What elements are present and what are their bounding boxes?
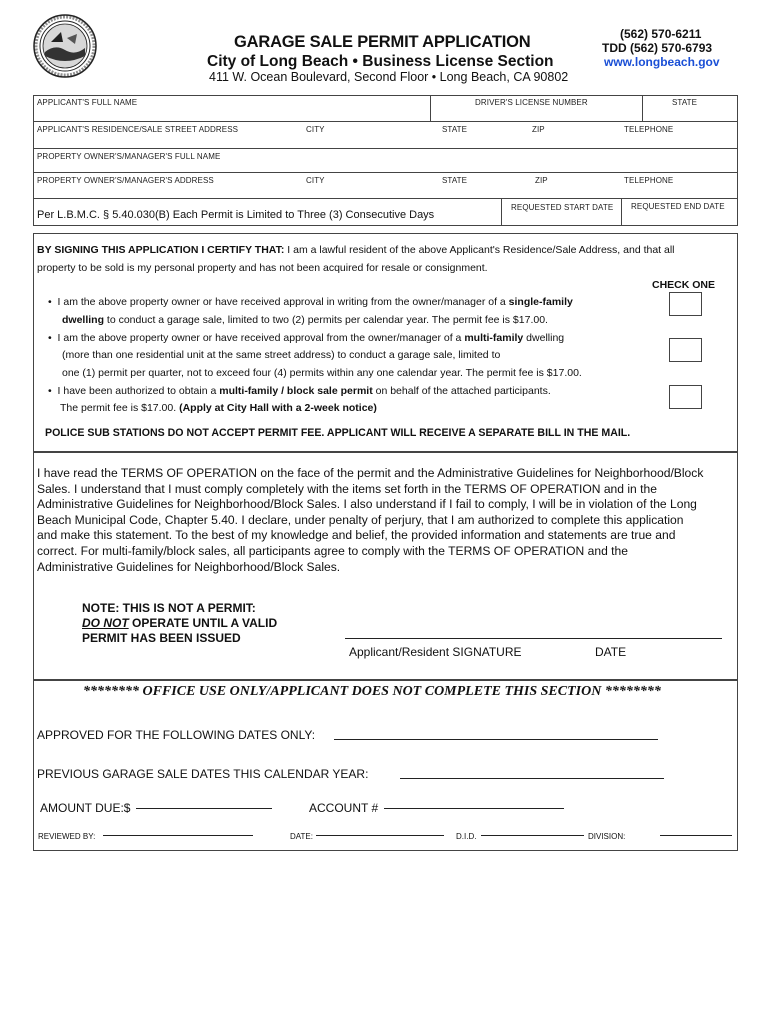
option-single-family-line-2 bbox=[62, 314, 548, 326]
division-label: DIVISION: bbox=[588, 832, 626, 841]
note-line: PERMIT HAS BEEN ISSUED bbox=[82, 631, 241, 645]
signature-line[interactable] bbox=[345, 638, 722, 639]
owner-address-field[interactable]: PROPERTY OWNER'S/MANAGER'S ADDRESS bbox=[37, 176, 214, 185]
office-use-section bbox=[33, 680, 738, 851]
option-text: to conduct a garage sale, limited to two (2) permits per calendar year. The permit fee is $17.00. bbox=[104, 314, 548, 326]
owner-state-field[interactable]: STATE bbox=[442, 176, 468, 185]
account-label: ACCOUNT # bbox=[309, 801, 379, 815]
signature-date-label: DATE bbox=[595, 645, 627, 659]
note-emphasis: DO NOT bbox=[82, 616, 129, 630]
terms-line: Administrative Guidelines for Neighborhood/Block Sales. I also understand if I fail to comply, I will be in violation of the Long bbox=[37, 497, 697, 512]
terms-line: Beach Municipal Code, Chapter 5.40. I declare, under penalty of perjury, that I am authorized to complete this application bbox=[37, 512, 684, 527]
option-text: dwelling bbox=[523, 332, 565, 344]
option-text: The permit fee is $17.00. bbox=[60, 402, 180, 414]
owner-zip-field[interactable]: ZIP bbox=[535, 176, 548, 185]
office-date-line[interactable] bbox=[316, 835, 444, 836]
requested-start-date-field[interactable]: REQUESTED START DATE bbox=[511, 203, 614, 212]
tdd-number: TDD (562) 570-6793 bbox=[602, 41, 713, 55]
requested-end-date-field[interactable]: REQUESTED END DATE bbox=[631, 202, 725, 211]
option-text-bold: (Apply at City Hall with a 2-week notice) bbox=[179, 402, 377, 414]
owner-name-field[interactable]: PROPERTY OWNER'S/MANAGER'S FULL NAME bbox=[37, 152, 221, 161]
website-link[interactable]: www.longbeach.gov bbox=[604, 55, 720, 69]
page-subtitle: City of Long Beach • Business License Section bbox=[207, 53, 554, 70]
terms-line: Sales. I understand that I must comply completely with the items set forth in the TERMS OF OPERATION and in the bbox=[37, 481, 657, 496]
option-text: I am the above property owner or have received approval from the owner/manager of a bbox=[57, 332, 465, 344]
amount-due-line[interactable] bbox=[136, 808, 272, 809]
office-date-label: DATE: bbox=[290, 832, 313, 841]
division-line[interactable] bbox=[660, 835, 732, 836]
office-use-title: ******** OFFICE USE ONLY/APPLICANT DOES NOT COMPLETE THIS SECTION ******** bbox=[83, 684, 661, 699]
account-line[interactable] bbox=[384, 808, 564, 809]
option-text-bold: dwelling bbox=[62, 314, 104, 326]
terms-paragraph bbox=[37, 466, 737, 575]
residence-city-field[interactable]: CITY bbox=[306, 125, 325, 134]
previous-dates-line[interactable] bbox=[400, 778, 664, 779]
license-state-field[interactable]: STATE bbox=[672, 98, 698, 107]
option-block-sale: • I have been authorized to obtain a multi-family / block sale permit on behalf of the attached participants. bbox=[48, 385, 551, 397]
certify-line-1 bbox=[37, 244, 675, 256]
reviewed-by-label: REVIEWED BY: bbox=[38, 832, 96, 841]
office-address: 411 W. Ocean Boulevard, Second Floor • Long Beach, CA 90802 bbox=[209, 70, 569, 84]
multi-family-checkbox[interactable] bbox=[669, 338, 702, 362]
reviewed-by-line[interactable] bbox=[103, 835, 253, 836]
option-single-family: • I am the above property owner or have received approval in writing from the owner/manager of a single-family bbox=[48, 296, 573, 308]
option-text-bold: multi-family bbox=[464, 332, 524, 344]
permit-limit-note: Per L.B.M.C. § 5.40.030(B) Each Permit is Limited to Three (3) Consecutive Days bbox=[37, 209, 435, 221]
option-block-sale-line-2 bbox=[60, 402, 377, 414]
signature-label: Applicant/Resident SIGNATURE bbox=[349, 645, 522, 659]
option-text: I have been authorized to obtain a bbox=[57, 385, 220, 397]
drivers-license-field[interactable]: DRIVER'S LICENSE NUMBER bbox=[475, 98, 588, 107]
did-label: D.I.D. bbox=[456, 832, 477, 841]
owner-city-field[interactable]: CITY bbox=[306, 176, 325, 185]
option-text-bold: single-family bbox=[508, 296, 573, 308]
note-line: NOTE: THIS IS NOT A PERMIT: bbox=[82, 601, 256, 615]
city-seal-logo bbox=[33, 14, 97, 78]
phone-number: (562) 570-6211 bbox=[620, 27, 702, 41]
certify-heading: BY SIGNING THIS APPLICATION I CERTIFY THAT: bbox=[37, 244, 285, 256]
option-multi-family: • I am the above property owner or have received approval from the owner/manager of a multi-family dwelling bbox=[48, 332, 565, 344]
certify-text-1: I am a lawful resident of the above Applicant's Residence/Sale Address, and that all bbox=[284, 244, 675, 256]
block-sale-checkbox[interactable] bbox=[669, 385, 702, 409]
previous-dates-label: PREVIOUS GARAGE SALE DATES THIS CALENDAR YEAR: bbox=[37, 767, 369, 781]
residence-state-field[interactable]: STATE bbox=[442, 125, 468, 134]
option-multi-family-line-3: one (1) permit per quarter, not to exceed four (4) permits within any one calendar year. The permit fee is $17.00. bbox=[62, 367, 582, 379]
option-text-bold: multi-family / block sale permit bbox=[219, 385, 373, 397]
terms-line: I have read the TERMS OF OPERATION on the face of the permit and the Administrative Guidelines for Neighborhood/Block bbox=[37, 466, 704, 480]
approved-dates-line[interactable] bbox=[334, 739, 658, 740]
check-one-label: CHECK ONE bbox=[652, 279, 716, 291]
residence-zip-field[interactable]: ZIP bbox=[532, 125, 545, 134]
note-text: OPERATE UNTIL A VALID bbox=[128, 616, 278, 630]
option-multi-family-line-2: (more than one residential unit at the same street address) to conduct a garage sale, limited to bbox=[62, 349, 501, 361]
did-line[interactable] bbox=[481, 835, 584, 836]
single-family-checkbox[interactable] bbox=[669, 292, 702, 316]
not-a-permit-note bbox=[82, 601, 277, 646]
terms-line: and make this statement. To the best of my knowledge and belief, the provided information and statements are true and bbox=[37, 528, 676, 543]
residence-telephone-field[interactable]: TELEPHONE bbox=[624, 125, 674, 134]
approved-dates-label: APPROVED FOR THE FOLLOWING DATES ONLY: bbox=[37, 728, 316, 742]
option-text: I am the above property owner or have received approval in writing from the owner/manager of a bbox=[57, 296, 509, 308]
owner-telephone-field[interactable]: TELEPHONE bbox=[624, 176, 674, 185]
option-text: on behalf of the attached participants. bbox=[372, 385, 551, 397]
police-notice: POLICE SUB STATIONS DO NOT ACCEPT PERMIT FEE. APPLICANT WILL RECEIVE A SEPARATE BILL IN THE MAIL. bbox=[45, 427, 631, 439]
terms-line: correct. For multi-family/block sales, all participants agree to comply with the TERMS OF OPERATION and the bbox=[37, 543, 628, 558]
residence-address-field[interactable]: APPLICANT'S RESIDENCE/SALE STREET ADDRESS bbox=[37, 125, 239, 134]
applicant-name-field[interactable]: APPLICANT'S FULL NAME bbox=[37, 98, 138, 107]
amount-due-label: AMOUNT DUE:$ bbox=[40, 801, 131, 815]
terms-line: Administrative Guidelines for Neighborhood/Block Sales. bbox=[37, 559, 341, 574]
note-line bbox=[82, 616, 277, 631]
page-title: GARAGE SALE PERMIT APPLICATION bbox=[234, 33, 531, 51]
certify-line-2: property to be sold is my personal property and has not been acquired for resale or consignment. bbox=[37, 262, 488, 274]
